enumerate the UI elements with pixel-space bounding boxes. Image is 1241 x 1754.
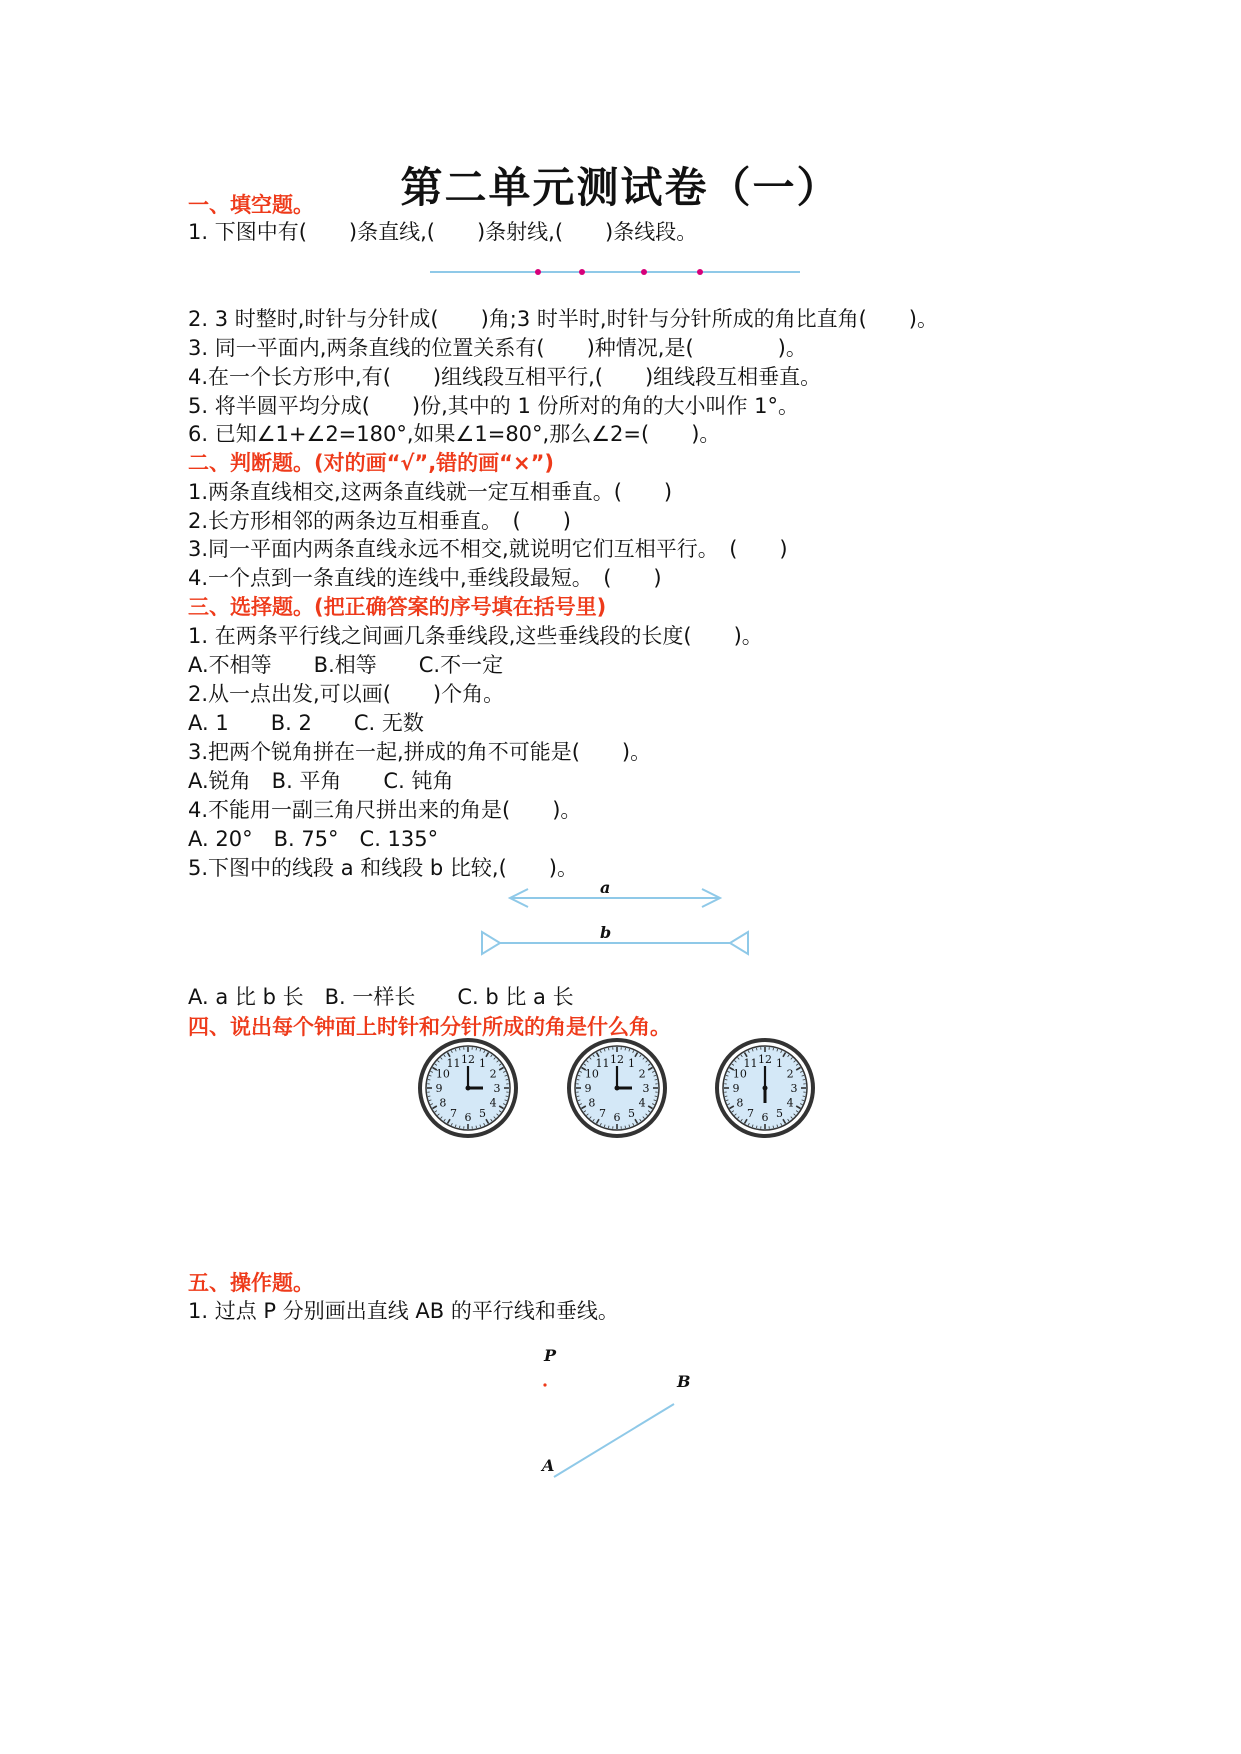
clock-tick	[476, 1126, 477, 1128]
clock-number: 11	[446, 1056, 461, 1070]
clock-tick	[476, 1048, 477, 1050]
segment-b-label: b	[600, 923, 612, 942]
fill-question-5: 5. 将半圆平均分成( )份,其中的 1 份所对的角的大小叫作 1°。	[188, 394, 800, 418]
clock-tick	[803, 1079, 805, 1080]
line-ab-figure	[540, 1380, 720, 1490]
judge-question-3: 3.同一平面内两条直线永远不相交,就说明它们互相平行。 ( )	[188, 537, 788, 561]
choice-question-2: 2.从一点出发,可以画( )个角。	[188, 682, 505, 706]
clock-tick	[725, 1096, 727, 1097]
clock-tick	[803, 1096, 805, 1097]
clock-tick	[577, 1096, 579, 1097]
clock-center	[615, 1086, 620, 1091]
clock-number: 3	[642, 1082, 650, 1095]
clock-number: 5	[776, 1107, 783, 1121]
operation-question-1: 1. 过点 P 分别画出直线 AB 的平行线和垂线。	[188, 1299, 619, 1323]
clock-tick	[459, 1126, 460, 1128]
clock-tick	[773, 1126, 774, 1128]
clock-tick	[608, 1126, 609, 1128]
clock-face-3	[715, 1038, 815, 1138]
clock-center	[466, 1086, 471, 1091]
point-p-label: P	[544, 1346, 557, 1365]
point-b-label: B	[677, 1372, 691, 1391]
clock-face-2	[567, 1038, 667, 1138]
clock-number: 7	[599, 1107, 606, 1121]
choice-question-4: 4.不能用一副三角尺拼出来的角是( )。	[188, 798, 582, 822]
clock-tick	[756, 1048, 757, 1050]
section-judge-title: 二、判断题。(对的画“√”,错的画“×”)	[188, 451, 554, 475]
section-fill-title: 一、填空题。	[188, 193, 314, 217]
clock-center	[763, 1086, 768, 1091]
judge-question-1: 1.两条直线相交,这两条直线就一定互相垂直。( )	[188, 480, 673, 504]
clock-tick	[459, 1048, 460, 1050]
clock-tick	[428, 1096, 430, 1097]
clock-number: 4	[638, 1096, 646, 1110]
page-title: 第二单元测试卷（一）	[400, 163, 841, 212]
clock-number: 12	[610, 1053, 624, 1066]
clock-number: 9	[732, 1082, 740, 1095]
clock-number: 8	[736, 1096, 744, 1110]
clock-face-1	[418, 1038, 518, 1138]
clock-tick	[655, 1079, 657, 1080]
clock-number: 11	[743, 1056, 758, 1070]
choice-options-5: A. a 比 b 长 B. 一样长 C. b 比 a 长	[188, 985, 574, 1009]
judge-question-4: 4.一个点到一条直线的连线中,垂线段最短。 ( )	[188, 566, 662, 590]
section-operation-title: 五、操作题。	[188, 1271, 314, 1295]
fill-question-1: 1. 下图中有( )条直线,( )条射线,( )条线段。	[188, 220, 698, 244]
clock-number: 1	[479, 1056, 486, 1070]
clock-number: 4	[786, 1096, 794, 1110]
clock-number: 6	[761, 1111, 769, 1124]
choice-options-2: A. 1 B. 2 C. 无数	[188, 711, 424, 735]
line-ray-segment-figure	[430, 262, 800, 278]
clock-number: 9	[584, 1082, 592, 1095]
clock-tick	[428, 1079, 430, 1080]
fill-question-2: 2. 3 时整时,时针与分针成( )角;3 时半时,时针与分针所成的角比直角( )。	[188, 307, 938, 331]
clock-tick	[725, 1079, 727, 1080]
fill-question-4: 4.在一个长方形中,有( )组线段互相平行,( )组线段互相垂直。	[188, 365, 822, 389]
section-clock-title: 四、说出每个钟面上时针和分针所成的角是什么角。	[188, 1015, 671, 1039]
choice-question-3: 3.把两个锐角拼在一起,拼成的角不可能是( )。	[188, 740, 652, 764]
clock-tick	[506, 1079, 508, 1080]
clock-number: 7	[747, 1107, 754, 1121]
choice-options-4: A. 20° B. 75° C. 135°	[188, 827, 439, 851]
clock-number: 12	[758, 1053, 772, 1066]
clock-number: 1	[628, 1056, 635, 1070]
clock-number: 8	[588, 1096, 596, 1110]
clock-number: 10	[732, 1067, 747, 1081]
clock-number: 3	[790, 1082, 798, 1095]
clock-number: 5	[628, 1107, 635, 1121]
judge-question-2: 2.长方形相邻的两条边互相垂直。 ( )	[188, 509, 571, 533]
choice-options-3: A.锐角 B. 平角 C. 钝角	[188, 769, 454, 793]
segment-comparison-figure	[480, 880, 760, 970]
clock-tick	[655, 1096, 657, 1097]
choice-question-5: 5.下图中的线段 a 和线段 b 比较,( )。	[188, 856, 578, 880]
choice-options-1: A.不相等 B.相等 C.不一定	[188, 653, 504, 677]
section-choice-title: 三、选择题。(把正确答案的序号填在括号里)	[188, 595, 607, 619]
clock-number: 6	[464, 1111, 472, 1124]
fill-question-6: 6. 已知∠1+∠2=180°,如果∠1=80°,那么∠2=( )。	[188, 422, 721, 446]
clock-number: 4	[489, 1096, 497, 1110]
clock-tick	[608, 1048, 609, 1050]
clock-number: 2	[786, 1067, 794, 1081]
clock-number: 11	[595, 1056, 610, 1070]
clock-number: 7	[450, 1107, 457, 1121]
clock-number: 9	[435, 1082, 443, 1095]
choice-question-1: 1. 在两条平行线之间画几条垂线段,这些垂线段的长度( )。	[188, 624, 763, 648]
clock-number: 10	[584, 1067, 599, 1081]
clock-number: 3	[493, 1082, 501, 1095]
fill-question-3: 3. 同一平面内,两条直线的位置关系有( )种情况,是( )。	[188, 336, 807, 360]
clock-number: 10	[435, 1067, 450, 1081]
clock-tick	[625, 1048, 626, 1050]
clock-tick	[625, 1126, 626, 1128]
clock-tick	[773, 1048, 774, 1050]
point-a-label: A	[542, 1456, 555, 1475]
clock-number: 2	[489, 1067, 497, 1081]
clock-number: 12	[461, 1053, 475, 1066]
clock-tick	[756, 1126, 757, 1128]
segment-a-label: a	[600, 878, 611, 897]
clock-number: 6	[613, 1111, 621, 1124]
clock-number: 2	[638, 1067, 646, 1081]
clock-number: 1	[776, 1056, 783, 1070]
clock-tick	[506, 1096, 508, 1097]
clock-tick	[577, 1079, 579, 1080]
clock-number: 8	[439, 1096, 447, 1110]
clock-number: 5	[479, 1107, 486, 1121]
